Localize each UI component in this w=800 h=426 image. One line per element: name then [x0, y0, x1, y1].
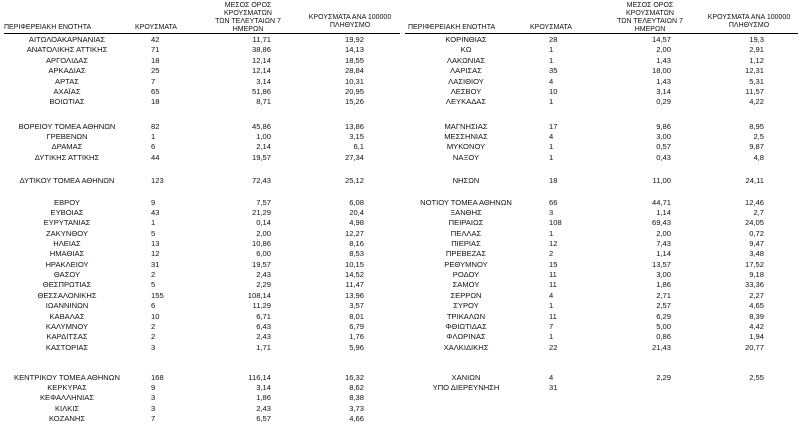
region-cell: ΓΡΕΒΕΝΩΝ [46, 132, 88, 141]
header-avg7-left [200, 2, 296, 34]
header-divider-right [405, 33, 798, 34]
cases-cell: 17 [549, 122, 558, 131]
table-row [0, 198, 800, 208]
region-cell: ΥΠΟ ΔΙΕΡΕΥΝΗΣΗ [432, 383, 500, 392]
region-cell: ΦΛΩΡΙΝΑΣ [446, 332, 486, 341]
table-row [0, 56, 800, 66]
cases-cell: 10 [151, 312, 160, 321]
header-avg7-right [602, 2, 698, 34]
table-row [0, 404, 800, 414]
region-cell: ΜΥΚΟΝΟΥ [446, 142, 486, 151]
region-cell: ΡΟΔΟΥ [452, 270, 480, 279]
avg7-cell: 108,14 [247, 291, 271, 300]
per100k-cell: 14,13 [344, 45, 364, 54]
table-row [0, 87, 800, 97]
region-cell: ΣΑΜΟΥ [452, 280, 480, 289]
region-cell: ΚΙΛΚΙΣ [54, 404, 80, 413]
region-cell: ΚΩ [460, 45, 472, 54]
cases-cell: 4 [549, 291, 554, 300]
header-cases-right: ΚΡΟΥΣΜΑΤΑ [530, 24, 572, 31]
cases-cell: 28 [549, 35, 558, 44]
per100k-cell: 4,65 [749, 301, 764, 310]
region-cell: ΝΑΞΟΥ [452, 153, 480, 162]
region-cell: ΠΡΕΒΕΖΑΣ [445, 249, 487, 258]
per100k-cell: 9,47 [749, 239, 764, 248]
table-row [0, 373, 800, 383]
region-cell: ΔΥΤΙΚΟΥ ΤΟΜΕΑ ΑΘΗΝΩΝ [19, 176, 115, 185]
region-cell: ΚΕΡΚΥΡΑΣ [47, 383, 87, 392]
per100k-cell: 17,52 [744, 260, 764, 269]
avg7-cell: 0,57 [656, 142, 671, 151]
cases-cell: 9 [151, 198, 156, 207]
region-cell: ΛΕΣΒΟΥ [450, 87, 482, 96]
cases-cell: 4 [549, 77, 554, 86]
region-cell: ΧΑΝΙΩΝ [451, 373, 481, 382]
cases-cell: 43 [151, 208, 160, 217]
header-avg7-line2: ΤΩΝ ΤΕΛΕΥΤΑΙΩΝ 7 [617, 18, 683, 25]
cases-cell: 2 [151, 332, 156, 341]
per100k-cell: 11,47 [345, 280, 364, 289]
cases-cell: 44 [151, 153, 160, 162]
avg7-cell: 44,71 [651, 198, 671, 207]
header-per100k-right [700, 14, 798, 30]
avg7-cell: 2,43 [256, 332, 271, 341]
avg7-cell: 13,57 [651, 260, 671, 269]
per100k-cell: 10,15 [344, 260, 364, 269]
region-cell: ΚΑΛΥΜΝΟΥ [45, 322, 89, 331]
avg7-cell: 6,71 [256, 312, 271, 321]
region-cell: ΕΥΒΟΙΑΣ [50, 208, 84, 217]
avg7-cell: 6,00 [256, 249, 271, 258]
per100k-cell: 4,42 [749, 322, 764, 331]
avg7-cell: 2,29 [256, 280, 271, 289]
per100k-cell: 24,05 [744, 218, 764, 227]
table-row [0, 35, 800, 45]
per100k-cell: 4,66 [349, 414, 364, 423]
region-cell: ΔΡΑΜΑΣ [51, 142, 83, 151]
table-row [0, 176, 800, 186]
per100k-cell: 8,01 [349, 312, 364, 321]
region-cell: ΗΛΕΙΑΣ [53, 239, 81, 248]
cases-cell: 6 [151, 301, 156, 310]
region-cell: ΛΑΚΩΝΙΑΣ [446, 56, 486, 65]
region-cell: ΡΕΘΥΜΝΟΥ [444, 260, 488, 269]
avg7-cell: 6,43 [256, 322, 271, 331]
per100k-cell: 4,98 [349, 218, 364, 227]
avg7-cell: 1,43 [656, 77, 671, 86]
region-cell: ΠΕΙΡΑΙΩΣ [448, 218, 484, 227]
cases-cell: 108 [549, 218, 562, 227]
avg7-cell: 2,14 [256, 142, 271, 151]
cases-cell: 25 [151, 66, 160, 75]
region-cell: ΚΟΡΙΝΘΙΑΣ [445, 35, 487, 44]
table-row [0, 280, 800, 290]
avg7-cell: 1,14 [656, 249, 671, 258]
table-row [0, 153, 800, 163]
per100k-cell: 2,55 [749, 373, 764, 382]
header-avg7-line2: ΤΩΝ ΤΕΛΕΥΤΑΙΩΝ 7 [215, 18, 281, 25]
region-cell: ΖΑΚΥΝΘΟΥ [46, 229, 88, 238]
cases-cell: 71 [151, 45, 160, 54]
region-cell: ΑΡΓΟΛΙΔΑΣ [45, 56, 89, 65]
per100k-cell: 4,22 [749, 97, 764, 106]
cases-cell: 9 [151, 383, 156, 392]
table-row [0, 383, 800, 393]
per100k-cell: 12,31 [744, 66, 764, 75]
per100k-cell: 3,73 [349, 404, 364, 413]
cases-cell: 82 [151, 122, 160, 131]
per100k-cell: 1,76 [349, 332, 364, 341]
header-avg7-line3: ΗΜΕΡΩΝ [232, 26, 264, 33]
avg7-cell: 7,57 [256, 198, 271, 207]
region-cell: ΛΑΡΙΣΑΣ [450, 66, 482, 75]
per100k-cell: 9,87 [749, 142, 764, 151]
cases-cell: 168 [151, 373, 164, 382]
per100k-cell: 27,34 [344, 153, 364, 162]
region-cell: ΛΑΣΙΘΙΟΥ [448, 77, 484, 86]
header-region-right: ΠΕΡΙΦΕΡΕΙΑΚΗ ΕΝΟΤΗΤΑ [408, 24, 496, 31]
region-cell: ΚΑΣΤΟΡΙΑΣ [45, 343, 89, 352]
per100k-cell: 19,3 [749, 35, 764, 44]
cases-cell: 6 [151, 142, 156, 151]
per100k-cell: 8,62 [349, 383, 364, 392]
cases-cell: 3 [151, 404, 156, 413]
cases-cell: 31 [549, 383, 558, 392]
avg7-cell: 3,14 [256, 383, 271, 392]
per100k-cell: 8,53 [349, 249, 364, 258]
per100k-cell: 10,31 [344, 77, 364, 86]
cases-cell: 65 [151, 87, 160, 96]
per100k-cell: 5,31 [749, 77, 764, 86]
avg7-cell: 3,14 [256, 77, 271, 86]
per100k-cell: 0,72 [749, 229, 764, 238]
avg7-cell: 19,57 [251, 260, 271, 269]
table-row [0, 142, 800, 152]
cases-cell: 1 [549, 142, 554, 151]
region-cell: ΦΘΙΩΤΙΔΑΣ [445, 322, 487, 331]
per100k-cell: 1,12 [749, 56, 764, 65]
per100k-cell: 19,92 [344, 35, 364, 44]
header-per100k-line2: ΠΛΗΘΥΣΜΟ [728, 22, 770, 29]
avg7-cell: 1,14 [656, 208, 671, 217]
table-row [0, 66, 800, 76]
avg7-cell: 3,00 [656, 132, 671, 141]
per100k-cell: 8,39 [749, 312, 764, 321]
cases-cell: 1 [549, 229, 554, 238]
header-cases-left: ΚΡΟΥΣΜΑΤΑ [135, 24, 177, 31]
avg7-cell: 69,43 [651, 218, 671, 227]
region-cell: ΗΜΑΘΙΑΣ [49, 249, 85, 258]
avg7-cell: 8,71 [256, 97, 271, 106]
avg7-cell: 3,00 [656, 270, 671, 279]
per100k-cell: 6,08 [349, 198, 364, 207]
region-cell: ΘΕΣΣΑΛΟΝΙΚΗΣ [37, 291, 97, 300]
table-row [0, 414, 800, 424]
cases-cell: 4 [549, 373, 554, 382]
table-row [0, 393, 800, 403]
table-row [0, 249, 800, 259]
per100k-cell: 15,26 [344, 97, 364, 106]
table-row [0, 239, 800, 249]
header-region-left: ΠΕΡΙΦΕΡΕΙΑΚΗ ΕΝΟΤΗΤΑ [4, 24, 92, 31]
region-cell: ΠΙΕΡΙΑΣ [451, 239, 481, 248]
region-cell: ΚΟΖΑΝΗΣ [48, 414, 86, 423]
table-row [0, 343, 800, 353]
region-cell: ΑΙΤΩΛΟΑΚΑΡΝΑΝΙΑΣ [28, 35, 106, 44]
region-cell: ΚΕΝΤΡΙΚΟΥ ΤΟΜΕΑ ΑΘΗΝΩΝ [14, 373, 120, 382]
per100k-cell: 4,8 [753, 153, 764, 162]
table-row [0, 229, 800, 239]
header-divider-left [4, 33, 400, 34]
per100k-cell: 20,4 [349, 208, 364, 217]
per100k-cell: 18,55 [344, 56, 364, 65]
per100k-cell: 2,7 [753, 208, 764, 217]
per100k-cell: 25,12 [344, 176, 364, 185]
avg7-cell: 9,86 [656, 122, 671, 131]
avg7-cell: 19,57 [251, 153, 271, 162]
cases-cell: 22 [549, 343, 558, 352]
cases-cell: 10 [549, 87, 558, 96]
region-cell: ΔΥΤΙΚΗΣ ΑΤΤΙΚΗΣ [34, 153, 100, 162]
avg7-cell: 12,14 [251, 56, 271, 65]
avg7-cell: 45,86 [251, 122, 271, 131]
region-cell: ΕΥΡΥΤΑΝΙΑΣ [43, 218, 91, 227]
cases-cell: 7 [549, 322, 554, 331]
avg7-cell: 2,57 [656, 301, 671, 310]
cases-cell: 1 [549, 45, 554, 54]
cases-cell: 2 [549, 249, 554, 258]
region-cell: ΘΕΣΠΡΩΤΙΑΣ [42, 280, 92, 289]
region-cell: ΝΗΣΩΝ [452, 176, 480, 185]
cases-cell: 7 [151, 414, 156, 423]
per100k-cell: 20,77 [744, 343, 764, 352]
avg7-cell: 11,29 [252, 301, 271, 310]
table-row [0, 312, 800, 322]
table-row [0, 332, 800, 342]
table-row [0, 45, 800, 55]
region-cell: ΛΕΥΚΑΔΑΣ [445, 97, 487, 106]
cases-cell: 12 [151, 249, 160, 258]
table-row [0, 322, 800, 332]
header-avg7-line1: ΜΕΣΟΣ ΟΡΟΣ ΚΡΟΥΣΜΑΤΩΝ [626, 2, 674, 17]
cases-cell: 1 [549, 332, 554, 341]
avg7-cell: 2,29 [656, 373, 671, 382]
per100k-cell: 3,57 [349, 301, 364, 310]
table-row [0, 208, 800, 218]
cases-cell: 3 [151, 343, 156, 352]
avg7-cell: 18,00 [651, 66, 671, 75]
cases-cell: 1 [549, 301, 554, 310]
header-per100k-left [300, 14, 400, 30]
avg7-cell: 6,57 [256, 414, 271, 423]
table-row [0, 260, 800, 270]
cases-cell: 35 [549, 66, 558, 75]
avg7-cell: 21,29 [251, 208, 271, 217]
per100k-cell: 8,16 [349, 239, 364, 248]
per100k-cell: 8,95 [749, 122, 764, 131]
avg7-cell: 2,00 [656, 45, 671, 54]
region-cell: ΣΕΡΡΩΝ [450, 291, 482, 300]
avg7-cell: 0,14 [256, 218, 271, 227]
cases-cell: 1 [151, 218, 156, 227]
region-cell: ΚΑΒΑΛΑΣ [49, 312, 85, 321]
avg7-cell: 5,00 [656, 322, 671, 331]
cases-cell: 1 [549, 153, 554, 162]
cases-cell: 4 [549, 132, 554, 141]
per100k-cell: 14,52 [344, 270, 364, 279]
cases-cell: 15 [549, 260, 558, 269]
per100k-cell: 3,48 [749, 249, 764, 258]
per100k-cell: 5,96 [349, 343, 364, 352]
per100k-cell: 13,86 [344, 122, 364, 131]
region-cell: ΚΑΡΔΙΤΣΑΣ [46, 332, 88, 341]
header-per100k-line2: ΠΛΗΘΥΣΜΟ [329, 22, 371, 29]
region-cell: ΗΡΑΚΛΕΙΟΥ [45, 260, 89, 269]
per100k-cell: 24,11 [745, 176, 764, 185]
region-cell: ΤΡΙΚΑΛΩΝ [446, 312, 486, 321]
region-cell: ΝΟΤΙΟΥ ΤΟΜΕΑ ΑΘΗΝΩΝ [420, 198, 512, 207]
region-cell: ΒΟΙΩΤΙΑΣ [49, 97, 85, 106]
cases-cell: 31 [151, 260, 160, 269]
per100k-cell: 16,32 [344, 373, 364, 382]
cases-cell: 3 [151, 393, 156, 402]
cases-cell: 18 [151, 56, 160, 65]
cases-cell: 2 [151, 270, 156, 279]
region-cell: ΞΑΝΘΗΣ [450, 208, 482, 217]
per100k-cell: 3,15 [349, 132, 364, 141]
per100k-cell: 20,95 [344, 87, 364, 96]
avg7-cell: 1,43 [656, 56, 671, 65]
table-row [0, 301, 800, 311]
cases-cell: 1 [549, 97, 554, 106]
region-cell: ΒΟΡΕΙΟΥ ΤΟΜΕΑ ΑΘΗΝΩΝ [18, 122, 116, 131]
per100k-cell: 9,18 [749, 270, 764, 279]
cases-cell: 1 [151, 132, 156, 141]
avg7-cell: 2,43 [256, 270, 271, 279]
header-per100k-line1: ΚΡΟΥΣΜΑΤΑ ΑΝΑ 100000 [308, 14, 392, 21]
avg7-cell: 2,43 [256, 404, 271, 413]
cases-cell: 18 [151, 97, 160, 106]
avg7-cell: 6,29 [656, 312, 671, 321]
avg7-cell: 11,00 [652, 176, 671, 185]
cases-cell: 18 [549, 176, 558, 185]
table-row [0, 270, 800, 280]
per100k-cell: 28,84 [344, 66, 364, 75]
per100k-cell: 1,94 [749, 332, 764, 341]
region-cell: ΑΡΚΑΔΙΑΣ [48, 66, 86, 75]
per100k-cell: 2,27 [749, 291, 764, 300]
cases-cell: 5 [151, 280, 156, 289]
cases-cell: 11 [549, 280, 557, 289]
avg7-cell: 7,43 [656, 239, 671, 248]
table-row [0, 291, 800, 301]
per100k-cell: 13,96 [344, 291, 364, 300]
per100k-cell: 2,91 [749, 45, 764, 54]
header-avg7-line3: ΗΜΕΡΩΝ [634, 26, 666, 33]
region-cell: ΚΕΦΑΛΛΗΝΙΑΣ [39, 393, 95, 402]
avg7-cell: 51,86 [251, 87, 271, 96]
avg7-cell: 2,71 [656, 291, 671, 300]
avg7-cell: 72,43 [251, 176, 271, 185]
cases-cell: 3 [549, 208, 554, 217]
cases-cell: 13 [151, 239, 160, 248]
cases-cell: 11 [549, 312, 557, 321]
per100k-cell: 8,38 [349, 393, 364, 402]
per100k-cell: 6,1 [353, 142, 364, 151]
avg7-cell: 0,29 [656, 97, 671, 106]
cases-cell: 42 [151, 35, 160, 44]
cases-cell: 123 [151, 176, 164, 185]
region-cell: ΑΝΑΤΟΛΙΚΗΣ ΑΤΤΙΚΗΣ [26, 45, 108, 54]
table-row [0, 122, 800, 132]
per100k-cell: 2,5 [753, 132, 764, 141]
region-cell: ΜΕΣΣΗΝΙΑΣ [444, 132, 488, 141]
cases-cell: 2 [151, 322, 156, 331]
cases-cell: 11 [549, 270, 557, 279]
avg7-cell: 12,14 [251, 66, 271, 75]
avg7-cell: 116,14 [248, 373, 271, 382]
avg7-cell: 0,43 [656, 153, 671, 162]
cases-cell: 66 [549, 198, 558, 207]
region-cell: ΠΕΛΛΑΣ [450, 229, 482, 238]
cases-cell: 12 [549, 239, 558, 248]
header-avg7-line1: ΜΕΣΟΣ ΟΡΟΣ ΚΡΟΥΣΜΑΤΩΝ [224, 2, 272, 17]
region-cell: ΘΑΣΟΥ [53, 270, 81, 279]
region-cell: ΑΡΤΑΣ [55, 77, 79, 86]
region-cell: ΜΑΓΝΗΣΙΑΣ [444, 122, 488, 131]
cases-cell: 5 [151, 229, 156, 238]
region-cell: ΑΧΑΪΑΣ [53, 87, 81, 96]
region-cell: ΣΥΡΟΥ [453, 301, 479, 310]
avg7-cell: 1,71 [256, 343, 271, 352]
cases-cell: 7 [151, 77, 156, 86]
cases-cell: 155 [151, 291, 164, 300]
cases-cell: 1 [549, 56, 554, 65]
region-cell: ΧΑΛΚΙΔΙΚΗΣ [443, 343, 489, 352]
avg7-cell: 1,86 [256, 393, 271, 402]
avg7-cell: 38,86 [251, 45, 271, 54]
avg7-cell: 2,00 [656, 229, 671, 238]
avg7-cell: 0,86 [656, 332, 671, 341]
avg7-cell: 10,86 [251, 239, 271, 248]
region-cell: ΙΩΑΝΝΙΝΩΝ [45, 301, 89, 310]
per100k-cell: 12,27 [344, 229, 364, 238]
avg7-cell: 11,71 [252, 35, 271, 44]
per100k-cell: 12,46 [744, 198, 764, 207]
avg7-cell: 2,00 [256, 229, 271, 238]
region-cell: ΕΒΡΟΥ [54, 198, 80, 207]
avg7-cell: 14,57 [651, 35, 671, 44]
table-row [0, 77, 800, 87]
per100k-cell: 11,57 [745, 87, 764, 96]
avg7-cell: 21,43 [651, 343, 671, 352]
table-row [0, 97, 800, 107]
table-row [0, 132, 800, 142]
header-per100k-line1: ΚΡΟΥΣΜΑΤΑ ΑΝΑ 100000 [707, 14, 791, 21]
per100k-cell: 6,79 [349, 322, 364, 331]
avg7-cell: 1,86 [656, 280, 671, 289]
table-row [0, 218, 800, 228]
avg7-cell: 3,14 [656, 87, 671, 96]
per100k-cell: 33,36 [744, 280, 764, 289]
avg7-cell: 1,00 [256, 132, 271, 141]
